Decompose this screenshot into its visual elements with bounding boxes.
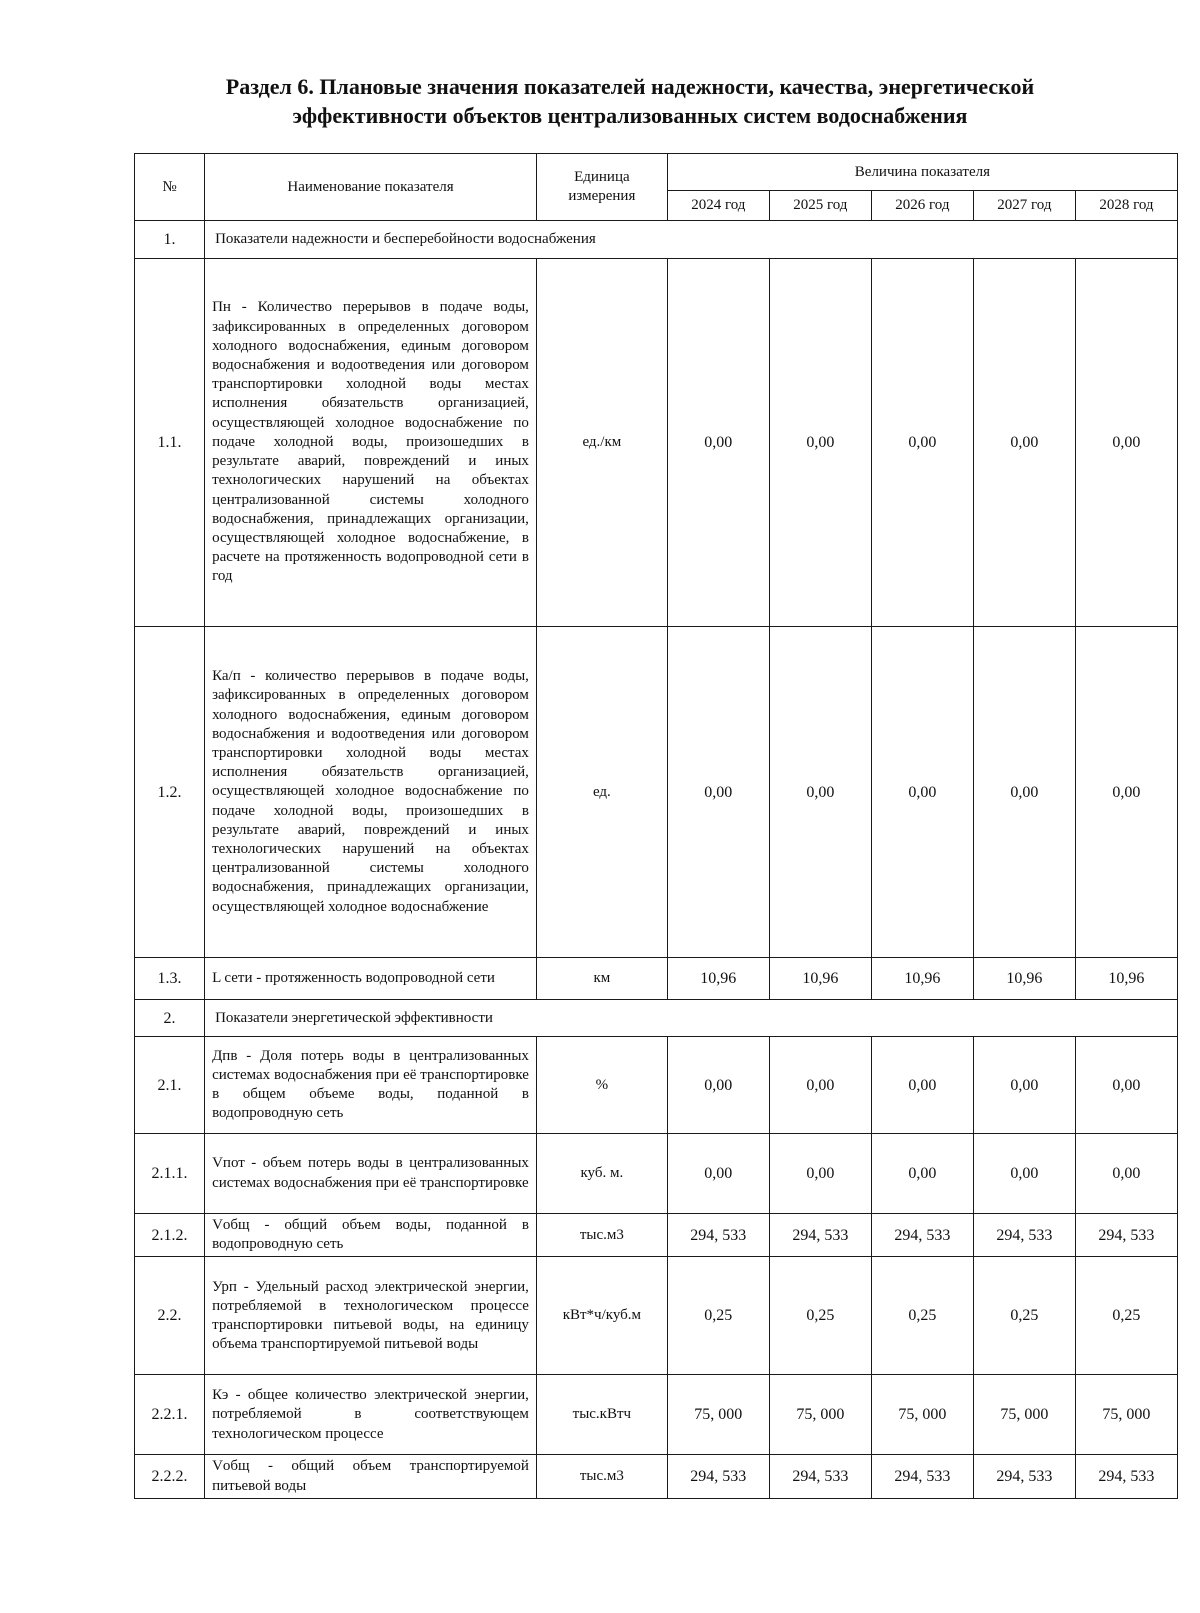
indicator-value: 75, 000: [973, 1375, 1075, 1455]
indicator-unit: кВт*ч/куб.м: [536, 1257, 667, 1375]
indicator-name: L сети - протяженность водопроводной сети: [205, 958, 537, 1000]
indicator-value: 75, 000: [667, 1375, 769, 1455]
header-year: 2026 год: [871, 191, 973, 221]
indicator-name: Vпот - объем потерь воды в централизованных системах водоснабжения при её транспортировке: [205, 1134, 537, 1214]
row-num: 2.1.1.: [135, 1134, 205, 1214]
table-row: [135, 1375, 1178, 1455]
indicator-name: Дпв - Доля потерь воды в централизованных системах водоснабжения при её транспортировке в общем объеме воды, поданной в водопроводную сеть: [205, 1037, 537, 1134]
indicator-value: 0,00: [667, 627, 769, 958]
indicator-value: 294, 533: [769, 1214, 871, 1257]
indicator-value: 294, 533: [1075, 1455, 1177, 1498]
row-num: 1.: [135, 221, 205, 259]
header-num: №: [135, 154, 205, 221]
indicator-value: 75, 000: [871, 1375, 973, 1455]
indicator-value: 0,25: [973, 1257, 1075, 1375]
header-name: Наименование показателя: [205, 154, 537, 221]
indicator-value: 0,00: [769, 1037, 871, 1134]
indicator-name: Кэ - общее количество электрической энергии, потребляемой в соответствующем технологическом процессе: [205, 1375, 537, 1455]
header-unit: Единица измерения: [536, 154, 667, 221]
row-num: 2.1.: [135, 1037, 205, 1134]
document-title: [150, 72, 1110, 130]
indicator-value: 10,96: [973, 958, 1075, 1000]
indicator-value: 0,25: [769, 1257, 871, 1375]
section-title: Показатели надежности и бесперебойности водоснабжения: [205, 221, 1178, 259]
header-value: Величина показателя: [667, 154, 1177, 191]
indicator-value: 294, 533: [871, 1455, 973, 1498]
indicator-name: Ка/п - количество перерывов в подаче воды, зафиксированных в определенных договором холодного водоснабжения, единым договором водоснабжения и водоотведения или договором транспортировки холодной воды местах исполнения обязательств организацией, осуществляющей холодное водоснабжение по подаче холодной воды, произошедших в результате аварий, повреждений и иных технологических нарушений на объектах централизованной системы холодного водоснабжения, принадлежащих организации, осуществляющей холодное водоснабжение: [205, 627, 537, 958]
indicator-value: 0,00: [1075, 1134, 1177, 1214]
indicator-value: 0,00: [871, 1037, 973, 1134]
indicator-value: 75, 000: [1075, 1375, 1177, 1455]
table-row: [135, 1037, 1178, 1134]
indicator-value: 294, 533: [973, 1214, 1075, 1257]
indicator-unit: тыс.м3: [536, 1214, 667, 1257]
indicator-value: 75, 000: [769, 1375, 871, 1455]
indicator-value: 0,00: [871, 259, 973, 627]
indicator-value: 0,00: [667, 1134, 769, 1214]
row-num: 1.1.: [135, 259, 205, 627]
indicator-value: 0,00: [973, 1134, 1075, 1214]
header-year: 2027 год: [973, 191, 1075, 221]
row-num: 2.1.2.: [135, 1214, 205, 1257]
indicator-value: 0,00: [871, 1134, 973, 1214]
indicator-value: 0,00: [769, 1134, 871, 1214]
indicator-value: 294, 533: [973, 1455, 1075, 1498]
indicator-unit: ед./км: [536, 259, 667, 627]
indicator-value: 0,00: [973, 1037, 1075, 1134]
indicator-value: 0,00: [871, 627, 973, 958]
indicator-value: 294, 533: [667, 1214, 769, 1257]
indicator-unit: куб. м.: [536, 1134, 667, 1214]
indicator-value: 0,00: [769, 627, 871, 958]
indicator-unit: %: [536, 1037, 667, 1134]
indicator-name: Пн - Количество перерывов в подаче воды, зафиксированных в определенных договором холодного водоснабжения, единым договором водоснабжения и водоотведения или договором транспортировки холодной воды местах исполнения обязательств организацией, осуществляющей холодное водоснабжение по подаче холодной воды, произошедших в результате аварий, повреждений и иных технологических нарушений на объектах централизованной системы холодного водоснабжения, принадлежащих организации, осуществляющей холодное водоснабжение, в расчете на протяженность водопроводной сети в год: [205, 259, 537, 627]
table-row: [135, 1455, 1178, 1498]
row-num: 2.2.2.: [135, 1455, 205, 1498]
table-row: [135, 627, 1178, 958]
indicator-value: 0,00: [973, 259, 1075, 627]
row-num: 2.2.: [135, 1257, 205, 1375]
indicator-value: 10,96: [769, 958, 871, 1000]
indicator-value: 0,00: [769, 259, 871, 627]
header-year: 2025 год: [769, 191, 871, 221]
indicator-value: 294, 533: [1075, 1214, 1177, 1257]
indicator-name: Урп - Удельный расход электрической энергии, потребляемой в технологическом процессе транспортировки питьевой воды, на единицу объема транспортируемой питьевой воды: [205, 1257, 537, 1375]
indicator-value: 294, 533: [769, 1455, 871, 1498]
table-row: [135, 1214, 1178, 1257]
row-num: 1.3.: [135, 958, 205, 1000]
table-row: [135, 259, 1178, 627]
indicator-unit: ед.: [536, 627, 667, 958]
indicator-value: 294, 533: [667, 1455, 769, 1498]
row-num: 2.: [135, 1000, 205, 1037]
indicator-unit: тыс.кВтч: [536, 1375, 667, 1455]
table-row: [135, 1134, 1178, 1214]
title-line-1: Раздел 6. Плановые значения показателей надежности, качества, энергетической: [225, 74, 1035, 99]
section-row: [135, 221, 1178, 259]
indicator-value: 0,00: [973, 627, 1075, 958]
indicator-value: 294, 533: [871, 1214, 973, 1257]
header-year: 2028 год: [1075, 191, 1177, 221]
indicator-unit: км: [536, 958, 667, 1000]
title-line-2: эффективности объектов централизованных систем водоснабжения: [292, 103, 968, 128]
indicator-value: 0,00: [1075, 1037, 1177, 1134]
indicator-name: Vобщ - общий объем воды, поданной в водопроводную сеть: [205, 1214, 537, 1257]
indicator-value: 0,00: [667, 259, 769, 627]
indicator-value: 0,00: [1075, 627, 1177, 958]
indicator-value: 0,25: [871, 1257, 973, 1375]
indicator-value: 10,96: [667, 958, 769, 1000]
section-title: Показатели энергетической эффективности: [205, 1000, 1178, 1037]
indicator-value: 0,00: [667, 1037, 769, 1134]
indicator-value: 0,25: [667, 1257, 769, 1375]
indicator-value: 0,25: [1075, 1257, 1177, 1375]
header-year: 2024 год: [667, 191, 769, 221]
row-num: 1.2.: [135, 627, 205, 958]
indicators-table: [134, 153, 1178, 1499]
indicator-unit: тыс.м3: [536, 1455, 667, 1498]
indicator-value: 0,00: [1075, 259, 1177, 627]
row-num: 2.2.1.: [135, 1375, 205, 1455]
table-row: [135, 1257, 1178, 1375]
indicator-value: 10,96: [1075, 958, 1177, 1000]
table-row: [135, 958, 1178, 1000]
section-row: [135, 1000, 1178, 1037]
indicator-name: Vобщ - общий объем транспортируемой питьевой воды: [205, 1455, 537, 1498]
indicator-value: 10,96: [871, 958, 973, 1000]
